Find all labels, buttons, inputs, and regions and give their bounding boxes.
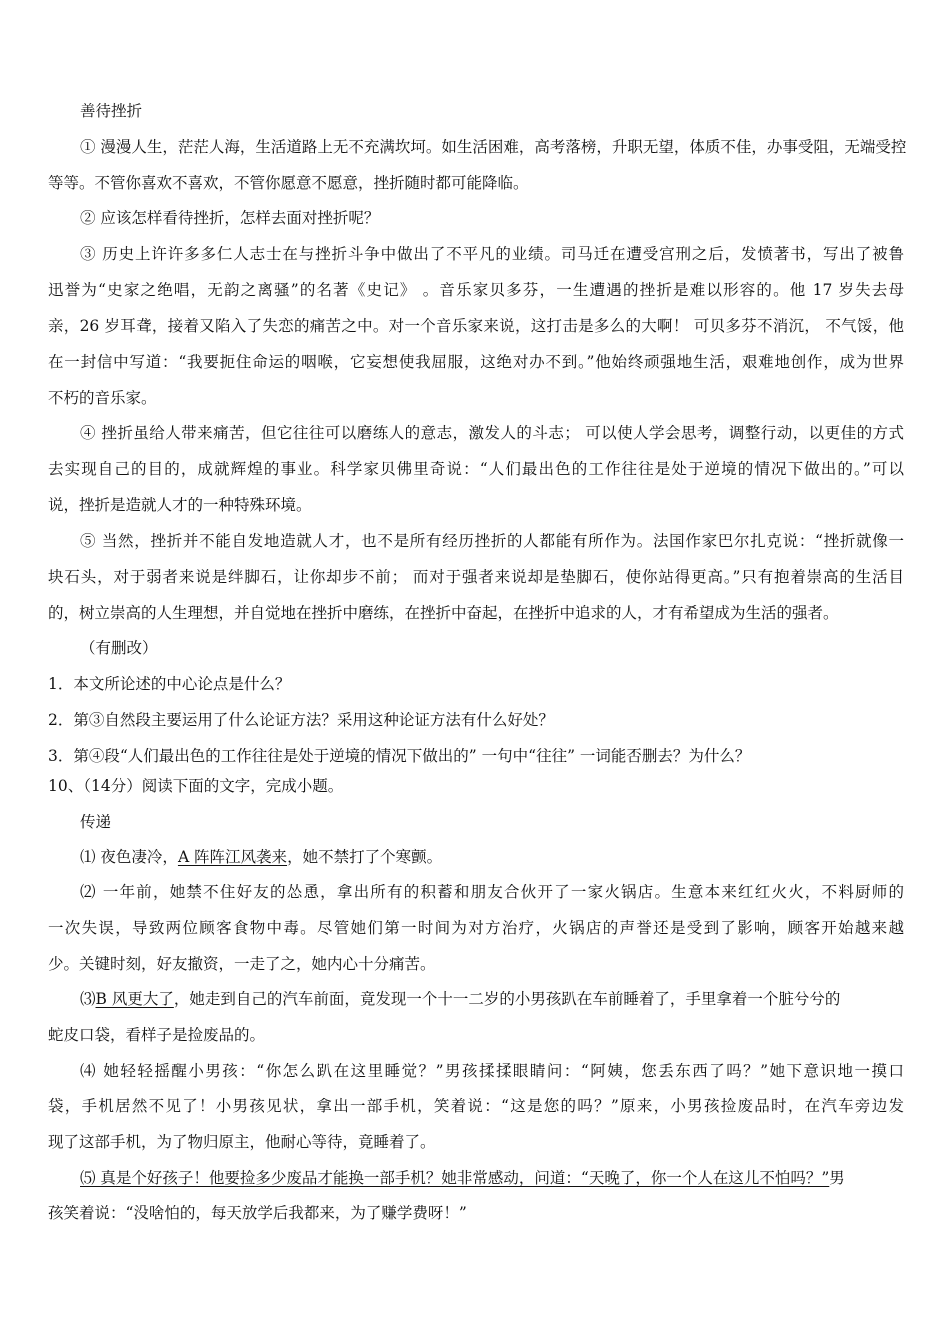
story-paragraph-2-line: ⑵ 一年前，她禁不住好友的怂恿，拿出所有的积蓄和朋友合伙开了一家火锅店。生意本来红红火火，不料厨师的 [80,883,904,901]
sentence-text: 男 [829,1169,845,1187]
essay-title: 善待挫折 [80,102,143,120]
underlined-phrase-a: A 阵阵江风袭来 [177,848,288,866]
paragraph-5-line: ⑤ 当然，挫折并不能自发地造就人才，也不是所有经历挫折的人都能有所作为。法国作家巴尔扎克说：“挫折就像一 [80,532,904,550]
paragraph-4-line: 去实现自己的目的，成就辉煌的事业。科学家贝佛里奇说：“人们最出色的工作往往是处于逆境的情况下做出的。”可以 [48,460,904,478]
underlined-phrase-b: B 风更大了 [95,990,174,1008]
paragraph-5-line: 块石头，对于弱者来说是绊脚石，让你却步不前； 而对于强者来说却是垫脚石，使你站得更高。”只有抱着崇高的生活目 [48,568,904,586]
edit-note: （有删改） [80,639,158,657]
story-title: 传递 [80,813,112,831]
sentence-text: ，她不禁打了个寒颤。 [287,848,443,866]
story-paragraph-2-line: 少。关键时刻，好友撤资，一走了之，她内心十分痛苦。 [48,955,436,973]
story-paragraph-4-line: 袋，手机居然不见了！小男孩见状，拿出一部手机，笑着说：“这是您的吗？”原来，小男孩捡废品时，在汽车旁边发 [48,1097,904,1115]
question-3: 3．第④段“人们最出色的工作往往是处于逆境的情况下做出的” 一句中“往往” 一词能否删去？为什么？ [48,747,751,765]
paragraph-3-line: ③ 历史上许许多多仁人志士在与挫折斗争中做出了不平凡的业绩。司马迁在遭受宫刑之后，发愤著书，写出了被鲁 [80,245,904,263]
story-paragraph-4-line: 现了这部手机，为了物归原主，他耐心等待，竟睡着了。 [48,1133,436,1151]
paragraph-3-line: 在一封信中写道：“我要扼住命运的咽喉，它妄想使我屈服，这绝对办不到。”他始终顽强地生活，艰难地创作，成为世界 [48,353,904,371]
story-paragraph-5-line: 孩笑着说：“没啥怕的，每天放学后我都来，为了赚学费呀！” [48,1204,467,1222]
story-paragraph-1 [80,847,904,867]
question-1: 1．本文所论述的中心论点是什么？ [48,675,291,693]
story-paragraph-4-line: ⑷ 她轻轻摇醒小男孩：“你怎么趴在这里睡觉？”男孩揉揉眼睛问：“阿姨，您丢东西了吗？”她下意识地一摸口 [80,1062,904,1080]
sentence-text: ⑴ 夜色凄冷， [80,848,178,866]
paragraph-4-line: 说，挫折是造就人才的一种特殊环境。 [48,496,312,514]
paragraph-3-line: 迅誉为“史家之绝唱，无韵之离骚”的名著《史记》 。音乐家贝多芬，一生遭遇的挫折是难以形容的。他 17 岁失去母 [48,281,904,299]
question-2: 2．第③自然段主要运用了什么论证方法？采用这种论证方法有什么好处？ [48,711,554,729]
paragraph-3-line: 亲，26 岁耳聋，接着又陷入了失恋的痛苦之中。对一个音乐家来说，这打击是多么的大啊！ 可贝多芬不消沉， 不气馁，他 [48,317,904,335]
underlined-sentence: ⑸ 真是个好孩子！他要捡多少废品才能换一部手机？她非常感动，问道：“天晚了，你一个人在这儿不怕吗？” [80,1169,830,1187]
sentence-text: ⑶ [80,990,96,1008]
question-10-header: 10、（14分）阅读下面的文字，完成小题。 [48,777,344,795]
paragraph-1-line: ① 漫漫人生，茫茫人海，生活道路上无不充满坎坷。如生活困难，高考落榜，升职无望，体质不佳，办事受阻，无端受控 [80,138,907,156]
story-paragraph-3-line: 蛇皮口袋，看样子是捡废品的。 [48,1026,266,1044]
paragraph-4-line: ④ 挫折虽给人带来痛苦，但它往往可以磨练人的意志，激发人的斗志； 可以使人学会思考，调整行动，以更佳的方式 [80,424,904,442]
sentence-text: ，她走到自己的汽车前面，竟发现一个十一二岁的小男孩趴在车前睡着了，手里拿着一个脏兮兮的 [173,990,841,1008]
story-paragraph-3-line [80,989,904,1009]
story-paragraph-5-line [80,1168,904,1188]
paragraph-3-line: 不朽的音乐家。 [48,389,157,407]
story-paragraph-2-line: 一次失误，导致两位顾客食物中毒。尽管她们第一时间为对方治疗，火锅店的声誉还是受到了影响，顾客开始越来越 [48,919,904,937]
paragraph-5-line: 的，树立崇高的人生理想，并自觉地在挫折中磨练，在挫折中奋起，在挫折中追求的人，才有希望成为生活的强者。 [48,604,839,622]
paragraph-2-line: ② 应该怎样看待挫折，怎样去面对挫折呢？ [80,209,380,227]
paragraph-1-line: 等等。不管你喜欢不喜欢，不管你愿意不愿意，挫折随时都可能降临。 [48,174,529,192]
